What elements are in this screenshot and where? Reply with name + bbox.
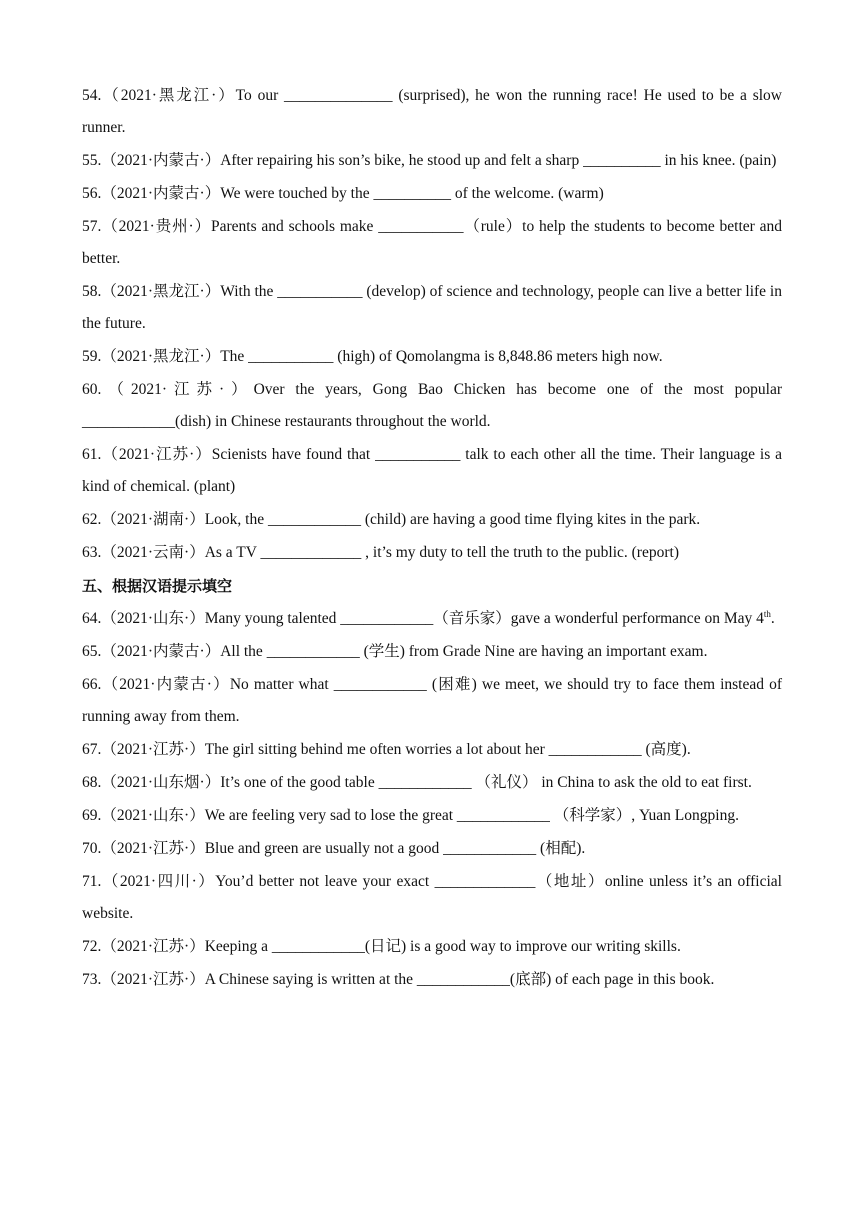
question-64-end: . <box>770 610 775 627</box>
question-61: 61.（2021·江苏·）Scienists have found that ___________ talk to each other all the time. Their language is a kind of chemical. (plant) <box>82 446 782 495</box>
question-58: 58.（2021·黑龙江·）With the ___________ (develop) of science and technology, people can live a better life in the future. <box>82 283 782 332</box>
ordinal-suffix: th <box>763 608 771 619</box>
question-59: 59.（2021·黑龙江·）The ___________ (high) of Qomolangma is 8,848.86 meters high now. <box>82 348 663 365</box>
question-69: 69.（2021·山东·）We are feeling very sad to lose the great ____________ （科学家）, Yuan Longping. <box>82 807 739 824</box>
question-71: 71.（2021·四川·）You’d better not leave your exact _____________（地址）online unless it’s an official website. <box>82 873 782 922</box>
question-54: 54.（2021·黑龙江·）To our ______________ (surprised), he won the running race! He used to be a slow runner. <box>82 87 782 136</box>
question-62: 62.（2021·湖南·）Look, the ____________ (child) are having a good time flying kites in the park. <box>82 511 701 528</box>
question-70: 70.（2021·江苏·）Blue and green are usually not a good ____________ (相配). <box>82 840 586 857</box>
question-67: 67.（2021·江苏·）The girl sitting behind me often worries a lot about her ____________ (高度). <box>82 741 691 758</box>
question-72: 72.（2021·江苏·）Keeping a ____________(日记) is a good way to improve our writing skills. <box>82 938 681 955</box>
question-60: 60.（2021·江苏·）Over the years, Gong Bao Chicken has become one of the most popular ____________(dish) in Chinese restaurants throughout the world. <box>82 381 782 430</box>
question-65: 65.（2021·内蒙古·）All the ____________ (学生) from Grade Nine are having an important exam. <box>82 643 708 660</box>
question-64 <box>82 603 782 635</box>
question-66: 66.（2021·内蒙古·）No matter what ____________ (困难) we meet, we should try to face them instead of running away from them. <box>82 676 782 725</box>
question-73: 73.（2021·江苏·）A Chinese saying is written at the ____________(底部) of each page in this book. <box>82 971 715 988</box>
question-64-text: 64.（2021·山东·）Many young talented ____________（音乐家）gave a wonderful performance on May 4 <box>82 610 764 627</box>
question-list <box>82 80 782 997</box>
section-title: 五、根据汉语提示填空 <box>82 577 233 595</box>
question-56: 56.（2021·内蒙古·）We were touched by the __________ of the welcome. (warm) <box>82 185 604 202</box>
question-55: 55.（2021·内蒙古·）After repairing his son’s bike, he stood up and felt a sharp __________ in his knee. (pain) <box>82 152 777 169</box>
question-57: 57.（2021·贵州·）Parents and schools make ___________（rule）to help the students to become better and better. <box>82 218 782 267</box>
question-68: 68.（2021·山东烟·）It’s one of the good table ____________ （礼仪） in China to ask the old to eat first. <box>82 774 752 791</box>
question-63: 63.（2021·云南·）As a TV _____________ , it’s my duty to tell the truth to the public. (report) <box>82 544 679 561</box>
